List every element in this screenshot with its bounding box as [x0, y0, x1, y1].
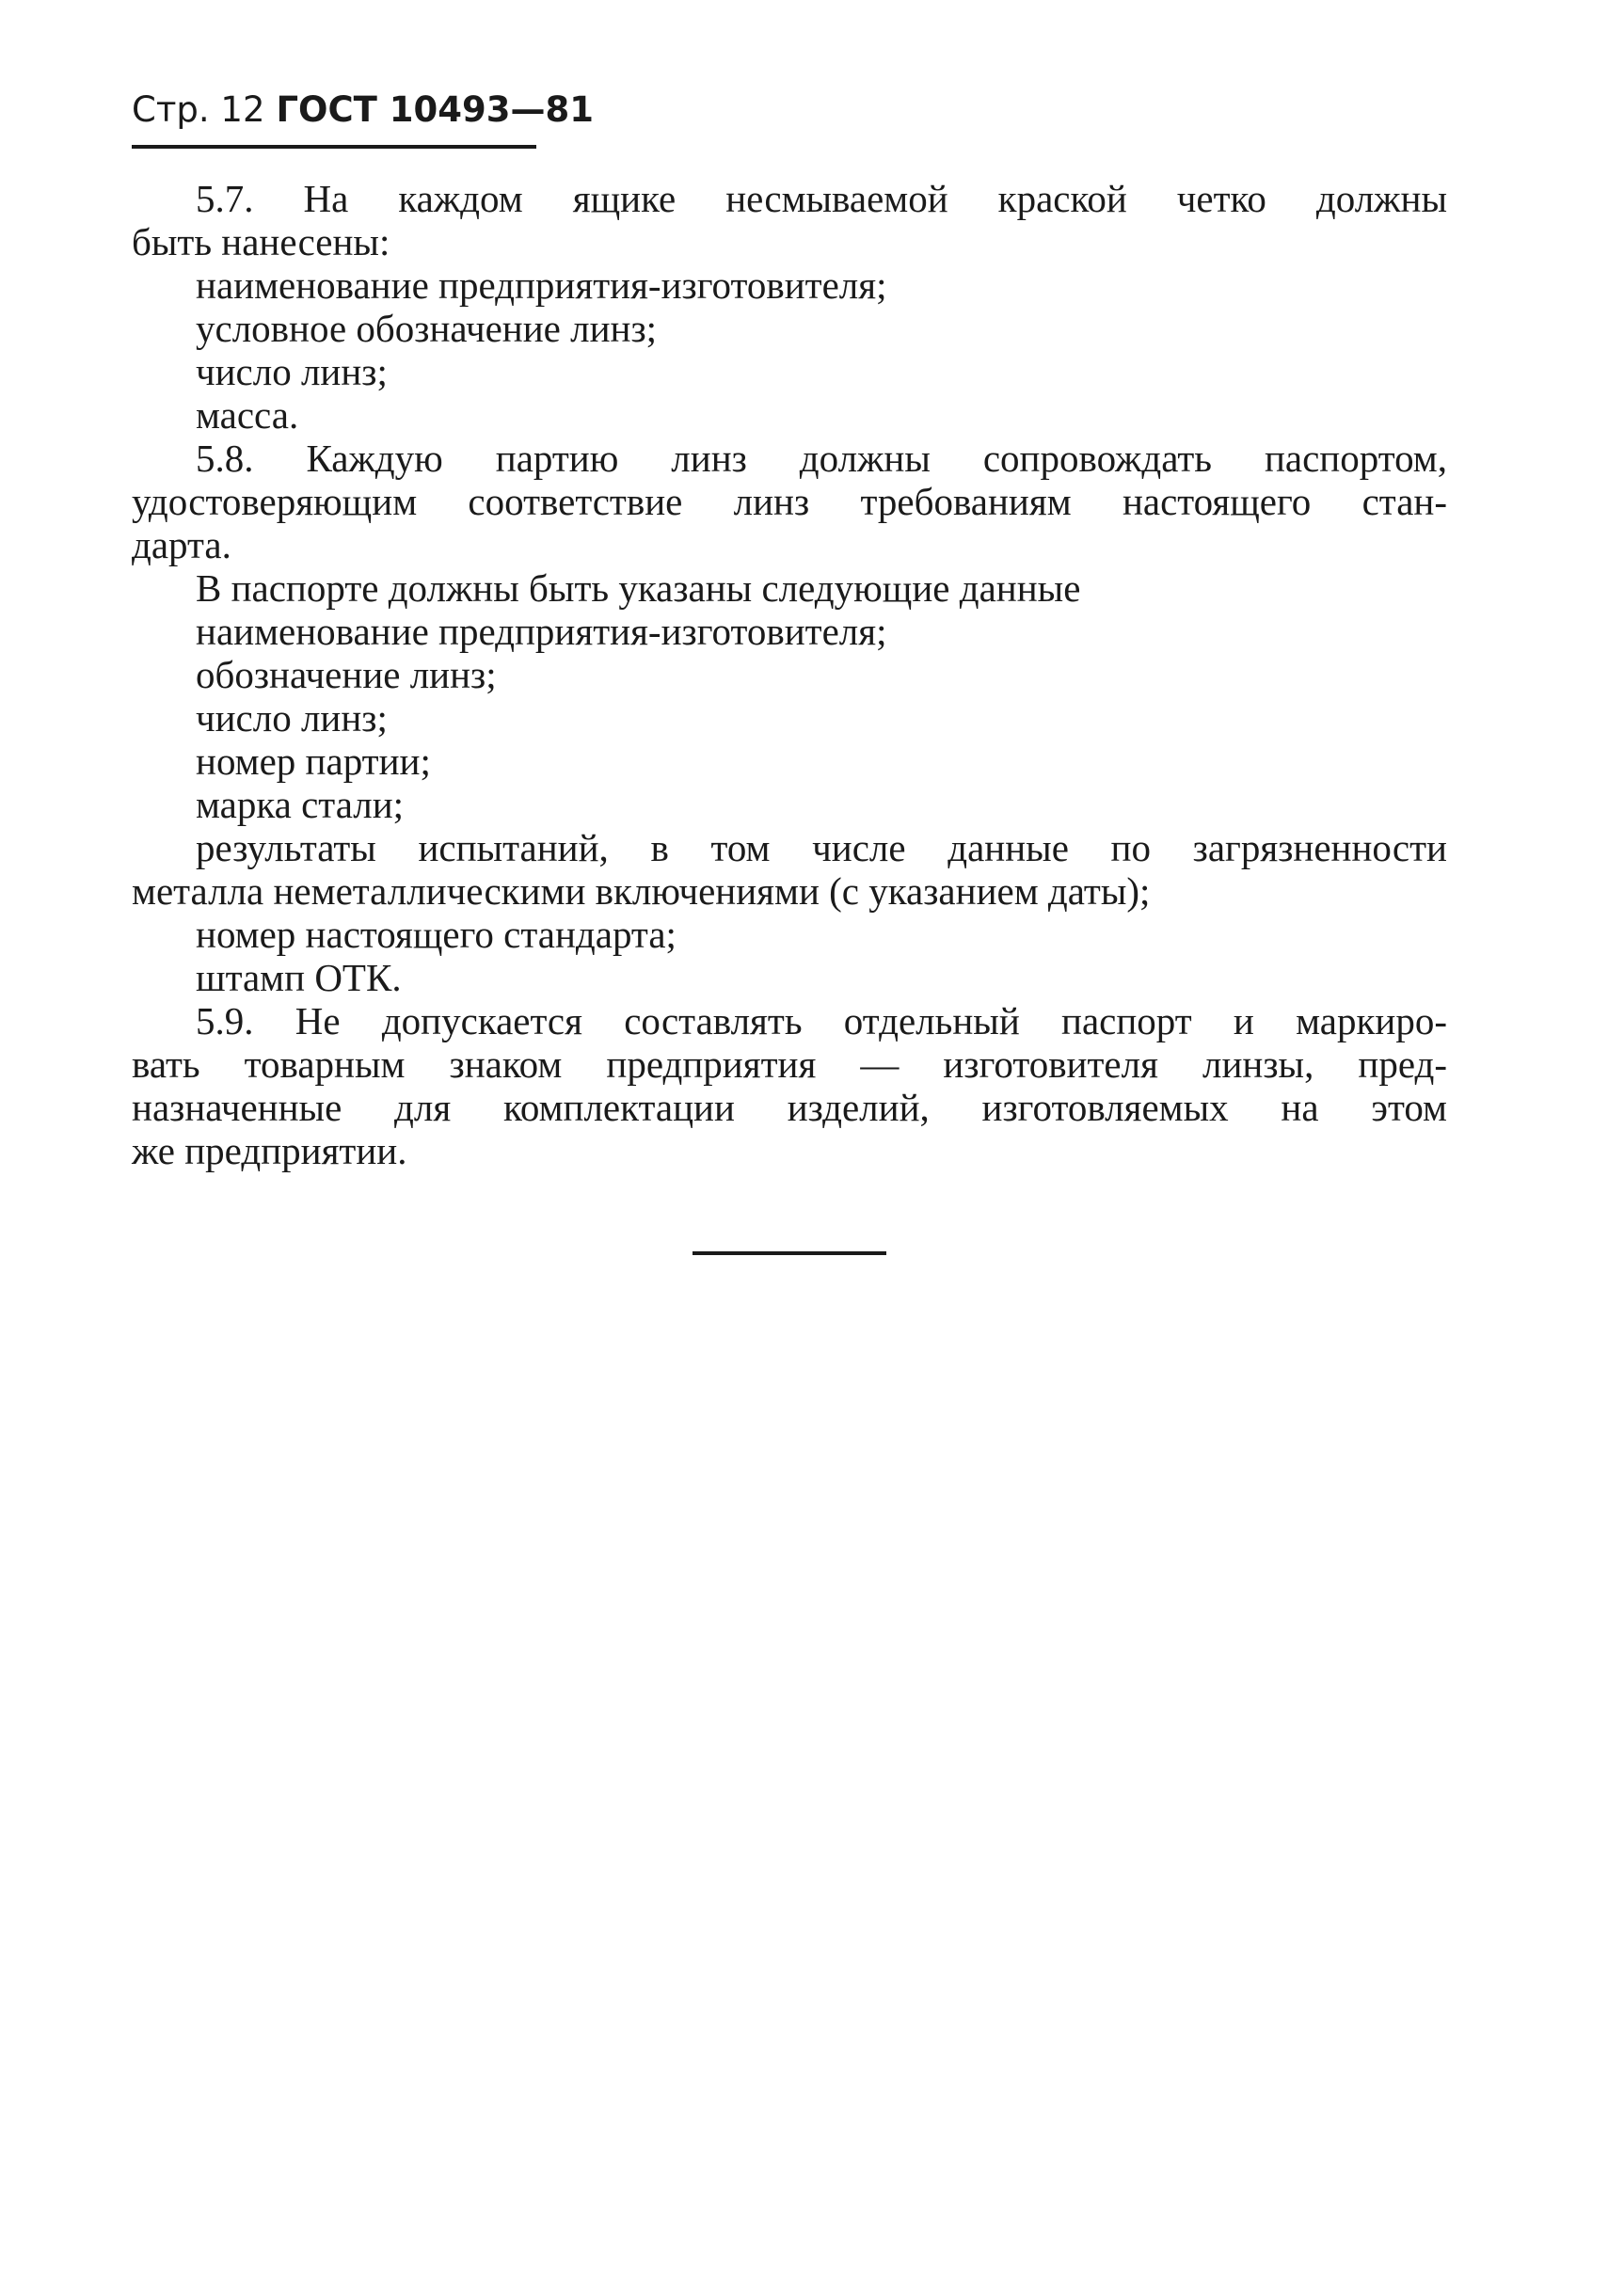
clause-5-8-intro: В паспорте должны быть указаны следующие данные: [196, 566, 1081, 610]
clause-5-7-item: наименование предприятия-изготовителя;: [196, 263, 887, 307]
clause-5-9-line-3: назначенные для комплектации изделий, изготовляемых на этом: [132, 1086, 1447, 1129]
clause-5-8-item: обозначение линз;: [196, 653, 497, 696]
clause-5-8-item: номер партии;: [196, 740, 431, 783]
clause-5-7-item: масса.: [196, 393, 299, 437]
clause-5-9-line-1: 5.9. Не допускается составлять отдельный паспорт и маркиро-: [196, 999, 1447, 1042]
clause-5-8-results-line-2: металла неметаллическими включениями (с указанием даты);: [132, 869, 1151, 913]
clause-5-7-line-1: 5.7. На каждом ящике несмываемой краской четко должны: [196, 177, 1447, 220]
page-number-label: Стр. 12: [132, 89, 265, 130]
clause-5-7-item: число линз;: [196, 350, 388, 393]
page-header: [132, 87, 595, 149]
clause-5-8-item: наименование предприятия-изготовителя;: [196, 610, 887, 653]
standard-designation: ГОСТ 10493—81: [276, 89, 595, 130]
clause-5-9-line-2: вать товарным знаком предприятия — изготовителя линзы, пред-: [132, 1042, 1447, 1086]
clause-5-7-item: условное обозначение линз;: [196, 307, 658, 350]
clause-5-8-item: номер настоящего стандарта;: [196, 913, 677, 956]
document-body: [132, 177, 1447, 1172]
clause-5-9-line-4: же предприятии.: [132, 1129, 407, 1172]
clause-5-8-line-2: удостоверяющим соответствие линз требованиям настоящего стан-: [132, 480, 1447, 523]
clause-5-8-item: число линз;: [196, 696, 388, 740]
clause-5-8-item: марка стали;: [196, 783, 405, 826]
clause-5-8-line-1: 5.8. Каждую партию линз должны сопровождать паспортом,: [196, 437, 1447, 480]
clause-5-8-line-3: дарта.: [132, 523, 231, 566]
clause-5-8-results-line-1: результаты испытаний, в том числе данные по загрязненности: [196, 826, 1447, 869]
clause-5-7-line-2: быть нанесены:: [132, 220, 390, 263]
clause-5-8-item: штамп ОТК.: [196, 956, 402, 999]
end-of-text-rule: [693, 1251, 886, 1255]
